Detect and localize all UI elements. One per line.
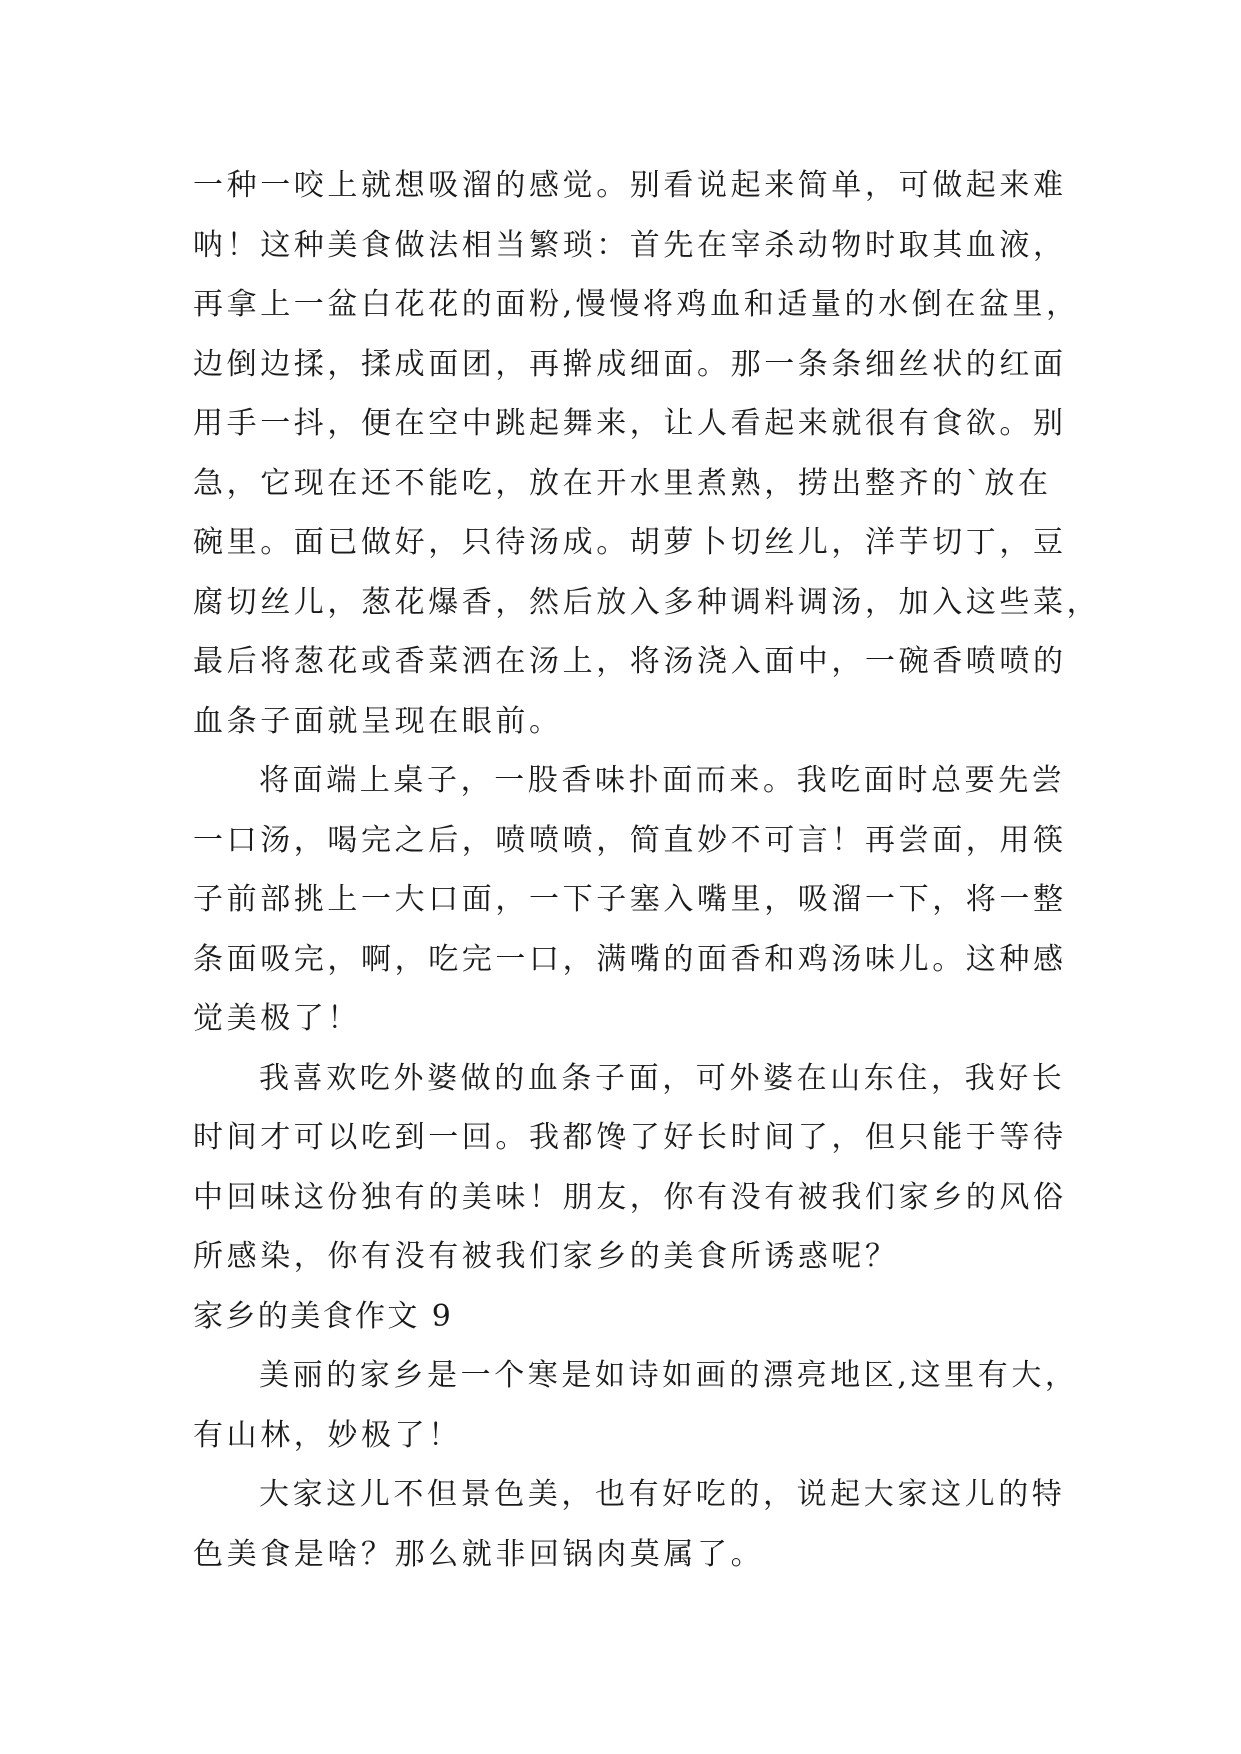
text-line: 呐！这种美食做法相当繁琐：首先在宰杀动物时取其血液， — [193, 227, 1067, 263]
text-line: 腐切丝儿，葱花爆香，然后放入多种调料调汤，加入这些菜， — [193, 584, 1101, 620]
text-line: 时间才可以吃到一回。我都馋了好长时间了，但只能于等待 — [193, 1120, 1067, 1155]
essay-body — [193, 156, 1101, 1584]
text-line: 一口汤，喝完之后，喷喷喷，简直妙不可言！再尝面，用筷 — [193, 822, 1067, 858]
text-line: 子前部挑上一大口面，一下子塞入嘴里，吸溜一下，将一整 — [193, 882, 1067, 917]
paragraph-first-line: 将面端上桌子，一股香味扑面而来。我吃面时总要先尝 — [259, 763, 1066, 798]
text-line: 条面吸完，啊，吃完一口，满嘴的面香和鸡汤味儿。这种感 — [193, 941, 1067, 977]
paragraph-first-line: 大家这儿不但景色美，也有好吃的，说起大家这儿的特 — [259, 1477, 1066, 1512]
text-line: 最后将葱花或香菜洒在汤上，将汤浇入面中，一碗香喷喷的 — [193, 644, 1067, 679]
text-line: 急，它现在还不能吃，放在开水里煮熟，捞出整齐的`放在 — [193, 465, 1052, 501]
text-line: 碗里。面已做好，只待汤成。胡萝卜切丝儿，洋芋切丁，豆 — [193, 525, 1067, 560]
paragraph-first-line: 我喜欢吃外婆做的血条子面，可外婆在山东住，我好长 — [259, 1060, 1066, 1096]
paragraph-first-line: 美丽的家乡是一个寒是如诗如画的漂亮地区,这里有大， — [259, 1358, 1079, 1393]
text-line: 用手一抖，便在空中跳起舞来，让人看起来就很有食欲。别 — [193, 406, 1067, 441]
text-line: 觉美极了！ — [193, 1001, 361, 1036]
text-line: 一种一咬上就想吸溜的感觉。别看说起来简单，可做起来难 — [193, 168, 1067, 203]
section-heading: 家乡的美食作文 9 — [193, 1298, 454, 1334]
text-line: 血条子面就呈现在眼前。 — [193, 703, 563, 739]
text-line: 色美食是啥？那么就非回锅肉莫属了。 — [193, 1536, 765, 1572]
text-line: 再拿上一盆白花花的面粉,慢慢将鸡血和适量的水倒在盆里， — [193, 287, 1080, 322]
text-line: 所感染，你有没有被我们家乡的美食所诱惑呢？ — [193, 1239, 899, 1274]
text-line: 边倒边揉，揉成面团，再擀成细面。那一条条细丝状的红面 — [193, 346, 1067, 382]
text-line: 中回味这份独有的美味！朋友，你有没有被我们家乡的风俗 — [193, 1179, 1067, 1215]
text-line: 有山林，妙极了！ — [193, 1417, 462, 1453]
